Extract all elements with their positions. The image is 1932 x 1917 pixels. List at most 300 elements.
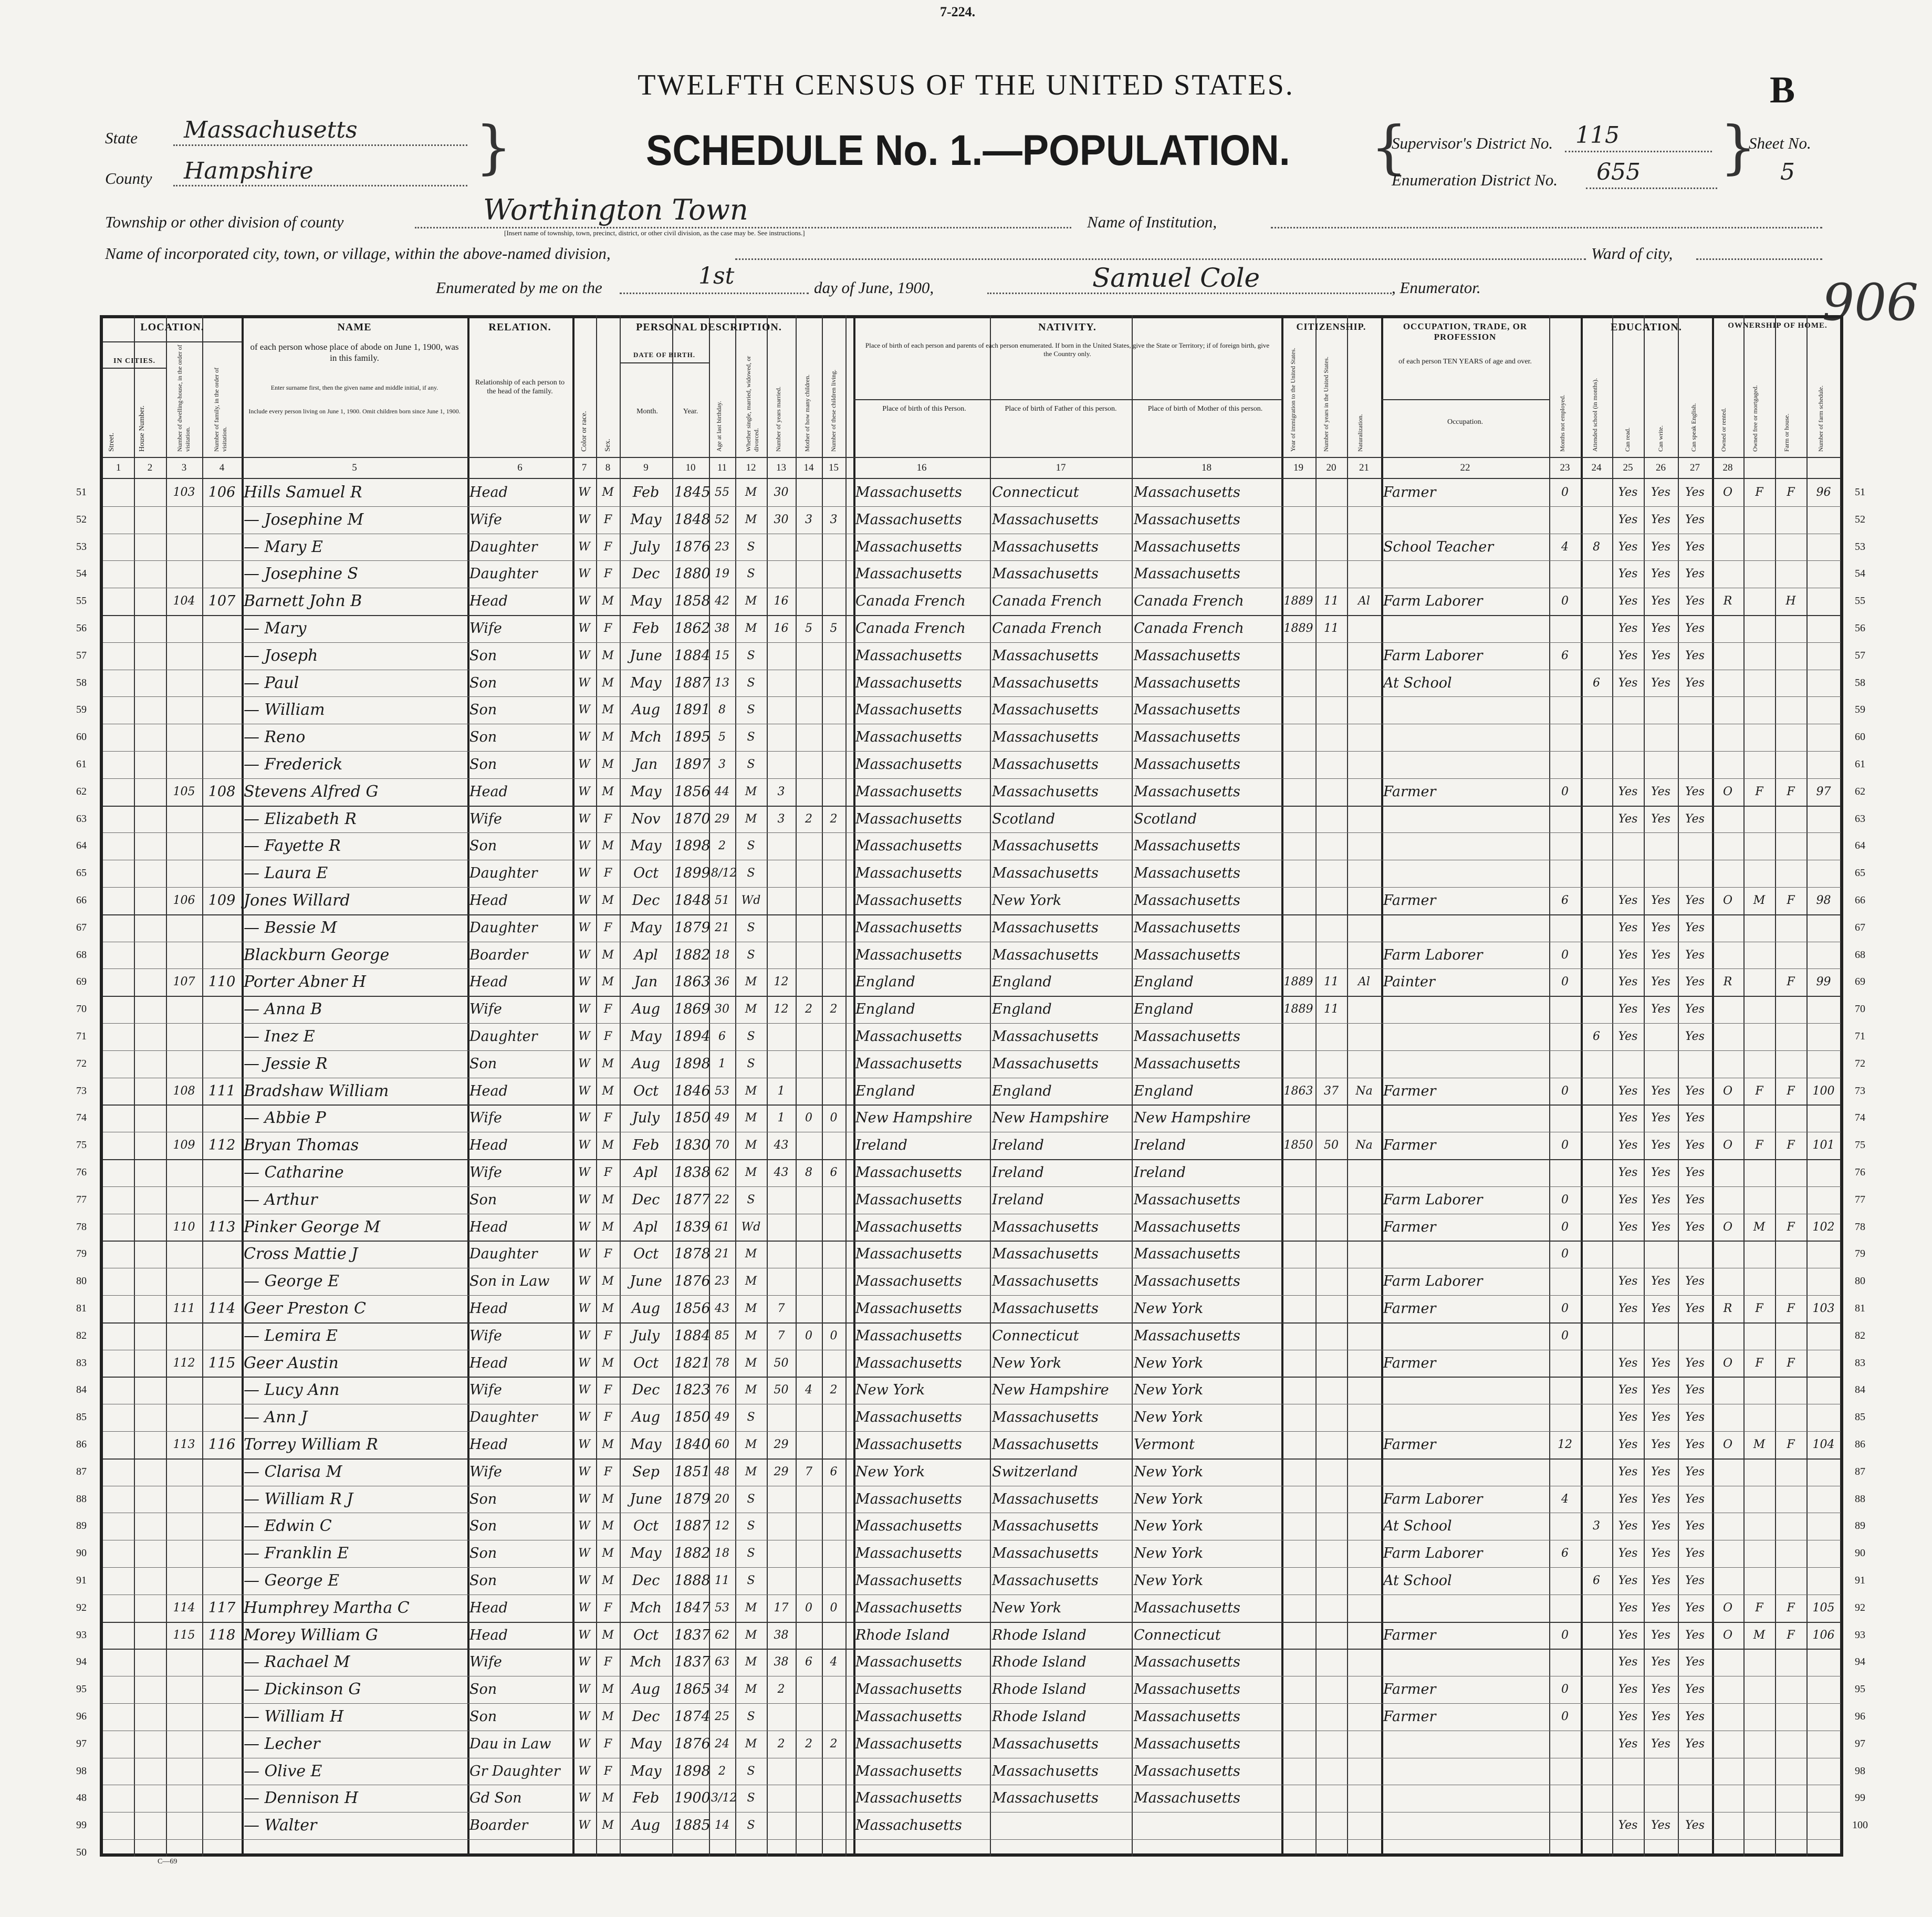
cell-wr: Yes (1651, 1356, 1670, 1370)
cell-bf: Massachusetts (992, 838, 1099, 855)
cell-rd: Yes (1618, 1383, 1638, 1397)
cell-bm: England (1134, 1001, 1194, 1018)
cell-mar: Wd (741, 894, 761, 907)
line-number-right: 99 (1855, 1792, 1865, 1804)
cell-fr: F (1755, 1356, 1763, 1370)
cell-bp: Massachusetts (855, 729, 962, 746)
cell-rel: Wife (469, 1382, 502, 1399)
cell-yr: 1839 (674, 1218, 711, 1235)
group-ownership: OWNERSHIP OF HOME. (1728, 321, 1827, 330)
cell-mon: Jan (634, 756, 658, 773)
cell-name: — Franklin E (244, 1544, 349, 1563)
township-value: Worthington Town (483, 193, 748, 226)
cell-age: 49 (715, 1411, 729, 1424)
column-rule (202, 315, 203, 1857)
cell-mne: 0 (1561, 1247, 1569, 1261)
cell-age: 14 (715, 1819, 729, 1832)
cell-bp: New York (855, 1463, 925, 1480)
cell-bf: Massachusetts (992, 1300, 1099, 1317)
cell-occ: At School (1383, 674, 1452, 691)
enumerated-prefix: Enumerated by me on the (436, 278, 602, 297)
cell-sp: Yes (1685, 1111, 1705, 1125)
cell-sp: Yes (1685, 948, 1705, 962)
cell-mon: Oct (633, 865, 659, 882)
cell-bm: Ireland (1134, 1137, 1186, 1154)
cell-bf: Rhode Island (992, 1627, 1087, 1643)
cell-sp: Yes (1685, 1302, 1705, 1315)
cell-rd: Yes (1618, 1111, 1638, 1125)
cell-name: — Olive E (244, 1762, 322, 1780)
cell-bf: Canada French (992, 620, 1102, 637)
cell-wr: Yes (1651, 1465, 1670, 1478)
cell-ym: 2 (777, 1737, 785, 1751)
cell-own: O (1722, 486, 1733, 499)
cell-mon: Aug (631, 1300, 661, 1317)
cell-nat: Na (1355, 1084, 1373, 1098)
cell-color: W (578, 948, 590, 962)
cell-sex: M (602, 1139, 614, 1152)
cell-rel: Gr Daughter (469, 1763, 560, 1779)
cell-mar: S (747, 1764, 755, 1778)
column-number: 24 (1591, 462, 1602, 473)
cell-name: — Dennison H (244, 1789, 359, 1808)
cell-mne: 0 (1561, 1220, 1569, 1234)
row-rule (103, 1295, 1841, 1296)
line-number-left: 69 (76, 976, 87, 988)
cell-name: — Jessie R (244, 1054, 328, 1073)
cell-own: O (1722, 1438, 1733, 1451)
cell-ym: 16 (774, 595, 789, 608)
cell-sp: Yes (1685, 622, 1705, 635)
cell-fs: 101 (1812, 1139, 1835, 1152)
column-number: 28 (1722, 462, 1733, 473)
line-number-left: 94 (76, 1656, 87, 1668)
cell-fr: F (1755, 486, 1763, 499)
row-rule (103, 1703, 1841, 1704)
cell-lv: 0 (830, 1111, 838, 1125)
cell-rel: Daughter (469, 919, 538, 936)
cell-wr: Yes (1651, 513, 1670, 526)
column-number: 17 (1056, 462, 1066, 473)
column-rule (822, 315, 823, 1857)
city-label: Name of incorporated city, town, or village, within the above-named division, (105, 244, 611, 263)
cell-mar: M (745, 1465, 757, 1478)
cell-mar: M (745, 595, 757, 608)
cell-mar: S (747, 1574, 755, 1587)
cell-bf: Massachusetts (992, 946, 1099, 963)
cell-bp: Massachusetts (855, 702, 962, 718)
cell-bm: Massachusetts (1134, 892, 1240, 909)
cell-yr: 1897 (674, 756, 711, 773)
cell-mon: Dec (632, 1572, 660, 1589)
cell-age: 44 (715, 785, 729, 798)
cell-yr: 1876 (674, 1735, 711, 1752)
cell-rel: Wife (469, 1164, 502, 1181)
cell-age: 34 (715, 1683, 729, 1696)
cell-yr: 1821 (674, 1355, 711, 1371)
left-brace: } (475, 113, 512, 181)
cell-color: W (578, 1030, 590, 1043)
cell-rel: Head (469, 1218, 508, 1235)
cell-bf: Massachusetts (992, 1028, 1099, 1045)
cell-name: Morey William G (244, 1626, 378, 1644)
enumerator-name: Samuel Cole (1092, 263, 1260, 293)
cell-own: O (1722, 1220, 1733, 1234)
cell-bm: Ireland (1134, 1164, 1186, 1181)
cell-rel: Head (469, 1300, 508, 1317)
cell-bm: New York (1134, 1545, 1204, 1562)
cell-yr: 1895 (674, 729, 711, 746)
row-rule (103, 1839, 1841, 1840)
cell-name: — Anna B (244, 1000, 322, 1019)
cell-lv: 2 (830, 1383, 838, 1397)
line-number-right: 93 (1855, 1629, 1865, 1641)
cell-wr: Yes (1651, 540, 1670, 554)
line-number-right: 89 (1855, 1520, 1865, 1532)
cell-rd: Yes (1618, 567, 1638, 581)
cell-yr: 1863 (674, 974, 711, 991)
cell-color: W (578, 1003, 590, 1016)
cell-mon: Aug (631, 1055, 661, 1072)
line-number-left: 73 (76, 1085, 87, 1097)
cell-bp: Massachusetts (855, 1681, 962, 1698)
cell-occ: School Teacher (1383, 538, 1494, 555)
cell-sex: M (602, 1302, 614, 1315)
cell-name: Hills Samuel R (244, 483, 362, 502)
cell-age: 8 (718, 703, 726, 717)
row-rule (103, 696, 1841, 697)
age-header: Age at last birthday. (715, 401, 723, 452)
cell-name: — Catharine (244, 1163, 344, 1182)
cell-name: — William (244, 701, 325, 720)
cell-color: W (578, 1628, 590, 1642)
line-number-left: 75 (76, 1139, 87, 1151)
line-number-right: 51 (1855, 486, 1865, 498)
cell-yr: 1823 (674, 1382, 711, 1399)
cell-bm: Massachusetts (1134, 946, 1240, 963)
row-rule (103, 560, 1841, 561)
cell-bf: Rhode Island (992, 1654, 1087, 1671)
cell-mon: Feb (632, 484, 660, 501)
cell-bp: Massachusetts (855, 919, 962, 936)
cell-rd: Yes (1618, 1519, 1638, 1533)
cell-bf: New Hampshire (992, 1382, 1109, 1399)
line-number-left: 78 (76, 1221, 87, 1233)
cell-dw: 105 (173, 785, 195, 798)
cell-sp: Yes (1685, 676, 1705, 690)
census-title: TWELFTH CENSUS OF THE UNITED STATES. (638, 69, 1294, 101)
cell-color: W (578, 812, 590, 826)
cell-name: — Lucy Ann (244, 1381, 340, 1400)
cell-age: 3 (718, 758, 726, 771)
cell-yr: 1874 (674, 1708, 711, 1725)
cell-age: 23 (715, 1275, 729, 1288)
column-number: 6 (517, 462, 523, 473)
cell-mar: S (747, 1030, 755, 1043)
cell-rel: Wife (469, 1001, 502, 1018)
cell-bp: Massachusetts (855, 1436, 962, 1453)
cell-wr: Yes (1651, 622, 1670, 635)
line-number-right: 78 (1855, 1221, 1865, 1233)
cell-ym: 1 (777, 1111, 785, 1125)
cell-rel: Daughter (469, 1028, 538, 1045)
cell-bp: Massachusetts (855, 1790, 962, 1807)
cell-mne: 0 (1561, 948, 1569, 962)
cell-wr: Yes (1651, 1737, 1670, 1751)
color-header: Color or race. (580, 411, 588, 452)
cell-fam: 111 (208, 1082, 236, 1099)
cell-mar: S (747, 1492, 755, 1506)
cell-color: W (578, 1139, 590, 1152)
cell-mar: S (747, 1710, 755, 1723)
cell-bm: Massachusetts (1134, 1654, 1240, 1671)
supervisor-value: 115 (1575, 122, 1620, 149)
occupation-header: Occupation. (1447, 418, 1484, 426)
street-header: Street. (108, 432, 116, 452)
cell-mar: S (747, 567, 755, 581)
cell-age: 52 (715, 513, 729, 526)
cell-mon: Aug (631, 702, 661, 718)
cell-bm: New York (1134, 1409, 1204, 1426)
cell-mar: S (747, 948, 755, 962)
cell-mon: Feb (632, 1790, 660, 1807)
cell-wr: Yes (1651, 1220, 1670, 1234)
column-rule (1132, 315, 1133, 1857)
cell-sex: F (603, 1655, 612, 1669)
cell-age: 22 (715, 1193, 729, 1206)
cell-mne: 0 (1561, 1193, 1569, 1206)
months-unemployed-header: Months not employed. (1559, 394, 1566, 452)
column-rule (1644, 315, 1645, 1857)
cell-yr: 1847 (674, 1599, 711, 1616)
cell-age: 8/12 (711, 867, 737, 880)
cell-bp: Massachusetts (855, 1327, 962, 1344)
cell-age: 25 (715, 1710, 729, 1723)
cell-age: 30 (715, 1003, 729, 1016)
cell-occ: Farm Laborer (1383, 1273, 1483, 1290)
cell-fr: F (1755, 1139, 1763, 1152)
cell-name: — George E (244, 1571, 340, 1590)
cell-lv: 2 (830, 1737, 838, 1751)
cell-age: 36 (715, 975, 729, 989)
column-rule (596, 315, 597, 1857)
cell-bm: New York (1134, 1355, 1204, 1371)
immigration-header: Year of immigration to the United States. (1289, 348, 1297, 452)
cell-fh: F (1787, 1628, 1795, 1642)
cell-dw: 113 (173, 1438, 195, 1451)
cell-mar: M (745, 1139, 757, 1152)
cell-bm: New York (1134, 1300, 1204, 1317)
cell-fr: F (1755, 1084, 1763, 1098)
cell-sex: M (602, 1220, 614, 1234)
cell-fs: 99 (1816, 975, 1831, 989)
cell-mo: 7 (805, 1465, 812, 1478)
cell-sex: M (602, 948, 614, 962)
cell-mon: Aug (631, 1409, 661, 1426)
cell-rd: Yes (1618, 1411, 1638, 1424)
line-number-left: 58 (76, 676, 87, 689)
supervisor-label: Supervisor's District No. (1392, 134, 1553, 152)
cell-fh: F (1787, 1084, 1795, 1098)
cell-ym: 29 (774, 1438, 789, 1451)
cell-rel: Wife (469, 1463, 502, 1480)
cell-name: — Clarisa M (244, 1462, 342, 1481)
group-occupation: OCCUPATION, TRADE, OR PROFESSION (1403, 321, 1528, 342)
cell-fam: 109 (208, 892, 236, 909)
cell-age: 61 (715, 1220, 729, 1234)
cell-mon: Dec (632, 1191, 660, 1208)
cell-bf: Massachusetts (992, 1409, 1099, 1426)
cell-bp: Massachusetts (855, 566, 962, 582)
cell-mar: M (745, 785, 757, 798)
cell-bm: Massachusetts (1134, 919, 1240, 936)
column-number: 22 (1460, 462, 1470, 473)
line-number-left: 53 (76, 540, 87, 553)
cell-occ: Farmer (1383, 484, 1436, 501)
cell-fh: F (1787, 785, 1795, 798)
cell-name: Bryan Thomas (244, 1136, 359, 1155)
cell-color: W (578, 1791, 590, 1805)
cell-age: 38 (715, 622, 729, 635)
cell-color: W (578, 1220, 590, 1234)
cell-fam: 114 (208, 1300, 236, 1317)
cell-yr: 1894 (674, 1028, 711, 1045)
cell-occ: Farm Laborer (1383, 1491, 1483, 1507)
column-rule (1806, 315, 1808, 1857)
line-number-left: 76 (76, 1166, 87, 1178)
cell-bp: Massachusetts (855, 1355, 962, 1371)
cell-bf: New York (992, 1599, 1062, 1616)
row-rule (103, 1567, 1841, 1568)
county-line (173, 185, 467, 186)
line-number-right: 59 (1855, 704, 1865, 716)
cell-bf: Ireland (992, 1164, 1044, 1181)
cell-color: W (578, 595, 590, 608)
column-rule (845, 315, 847, 1857)
cell-color: W (578, 731, 590, 744)
cell-color: W (578, 1111, 590, 1125)
cell-rel: Boarder (469, 1817, 528, 1834)
county-label: County (105, 169, 152, 187)
line-number-left: 92 (76, 1601, 87, 1613)
cell-sp: Yes (1685, 1383, 1705, 1397)
cell-wr: Yes (1651, 1710, 1670, 1723)
cell-rd: Yes (1618, 622, 1638, 635)
form-number: 7-224. (940, 4, 976, 19)
cell-bm: Massachusetts (1134, 1599, 1240, 1616)
cell-sex: M (602, 1275, 614, 1288)
cell-occ: Farmer (1383, 1708, 1436, 1725)
cell-sp: Yes (1685, 540, 1705, 554)
cell-mar: S (747, 649, 755, 662)
cell-bf: Ireland (992, 1191, 1044, 1208)
cell-fs: 97 (1816, 785, 1831, 798)
cell-yr: 1858 (674, 593, 711, 610)
cell-mon: Dec (632, 1382, 660, 1399)
cell-color: W (578, 1492, 590, 1506)
cell-bp: Massachusetts (855, 838, 962, 855)
cell-fam: 110 (208, 974, 236, 991)
cell-yr: 1876 (674, 538, 711, 555)
cell-ym: 2 (777, 1683, 785, 1696)
cell-mon: Dec (632, 1708, 660, 1725)
cell-yr: 1840 (674, 1436, 711, 1453)
cell-sex: M (602, 1438, 614, 1451)
cell-im: 1863 (1283, 1084, 1313, 1098)
column-number: 23 (1560, 462, 1570, 473)
group-personal: PERSONAL DESCRIPTION. (636, 321, 782, 333)
cell-mo: 0 (805, 1111, 812, 1125)
cell-mon: Apl (634, 946, 658, 963)
group-relation: RELATION. (488, 321, 551, 333)
cell-rd: Yes (1618, 649, 1638, 662)
cell-mar: S (747, 1819, 755, 1832)
cell-sex: M (602, 1819, 614, 1832)
column-rule (1612, 315, 1613, 1857)
column-rule (1549, 315, 1550, 1857)
cell-rel: Daughter (469, 1409, 538, 1426)
cell-sex: F (603, 1003, 612, 1016)
ward-label: Ward of city, (1591, 244, 1673, 263)
enumerated-day: 1st (698, 263, 735, 289)
cell-fam: 116 (208, 1436, 236, 1453)
nativity-description: Place of birth of each person and parents of each person enumerated. If born in the United States, give the State or Territory; if of foreign birth, give the Country only. (865, 341, 1270, 358)
enumeration-label: Enumeration District No. (1392, 171, 1558, 189)
cell-bp: Massachusetts (855, 892, 962, 909)
cell-yr: 1888 (674, 1572, 711, 1589)
cell-fr: F (1755, 1601, 1763, 1614)
cell-name: — Josephine S (244, 565, 359, 584)
cell-sp: Yes (1685, 567, 1705, 581)
cell-bf: England (992, 974, 1052, 991)
cell-lv: 5 (830, 622, 838, 635)
cell-mar: S (747, 867, 755, 880)
cell-name: Barnett John B (244, 592, 362, 611)
children-living-header: Number of these children living. (830, 369, 837, 452)
cell-sex: F (603, 1166, 612, 1179)
cell-rel: Son (469, 729, 497, 746)
can-speak-header: Can speak English. (1690, 403, 1697, 452)
cell-bp: Massachusetts (855, 1028, 962, 1045)
cell-name: — William H (244, 1707, 344, 1726)
supervisor-line (1565, 151, 1712, 152)
cell-bf: Massachusetts (992, 1218, 1099, 1235)
row-rule (103, 778, 1841, 779)
cell-yus: 11 (1324, 595, 1339, 608)
cell-yr: 1837 (674, 1627, 711, 1643)
column-rule (990, 315, 991, 1857)
cell-color: W (578, 1655, 590, 1669)
cell-bm: Massachusetts (1134, 484, 1240, 501)
line-number-right: 68 (1855, 949, 1865, 961)
cell-sp: Yes (1685, 1683, 1705, 1696)
cell-rd: Yes (1618, 1356, 1638, 1370)
cell-wr: Yes (1651, 785, 1670, 798)
cell-yr: 1862 (674, 620, 711, 637)
cell-age: 70 (715, 1139, 729, 1152)
line-number-right: 92 (1855, 1601, 1865, 1613)
line-number-right: 61 (1855, 758, 1865, 770)
cell-bf: Massachusetts (992, 1436, 1099, 1453)
cell-color: W (578, 1601, 590, 1614)
cell-mar: M (745, 1329, 757, 1342)
cell-name: Bradshaw William (244, 1081, 389, 1100)
line-number-right: 84 (1855, 1384, 1865, 1396)
cell-bf: Canada French (992, 593, 1102, 610)
cell-sex: F (603, 622, 612, 635)
cell-wr: Yes (1651, 1547, 1670, 1560)
column-number: 4 (219, 462, 225, 473)
